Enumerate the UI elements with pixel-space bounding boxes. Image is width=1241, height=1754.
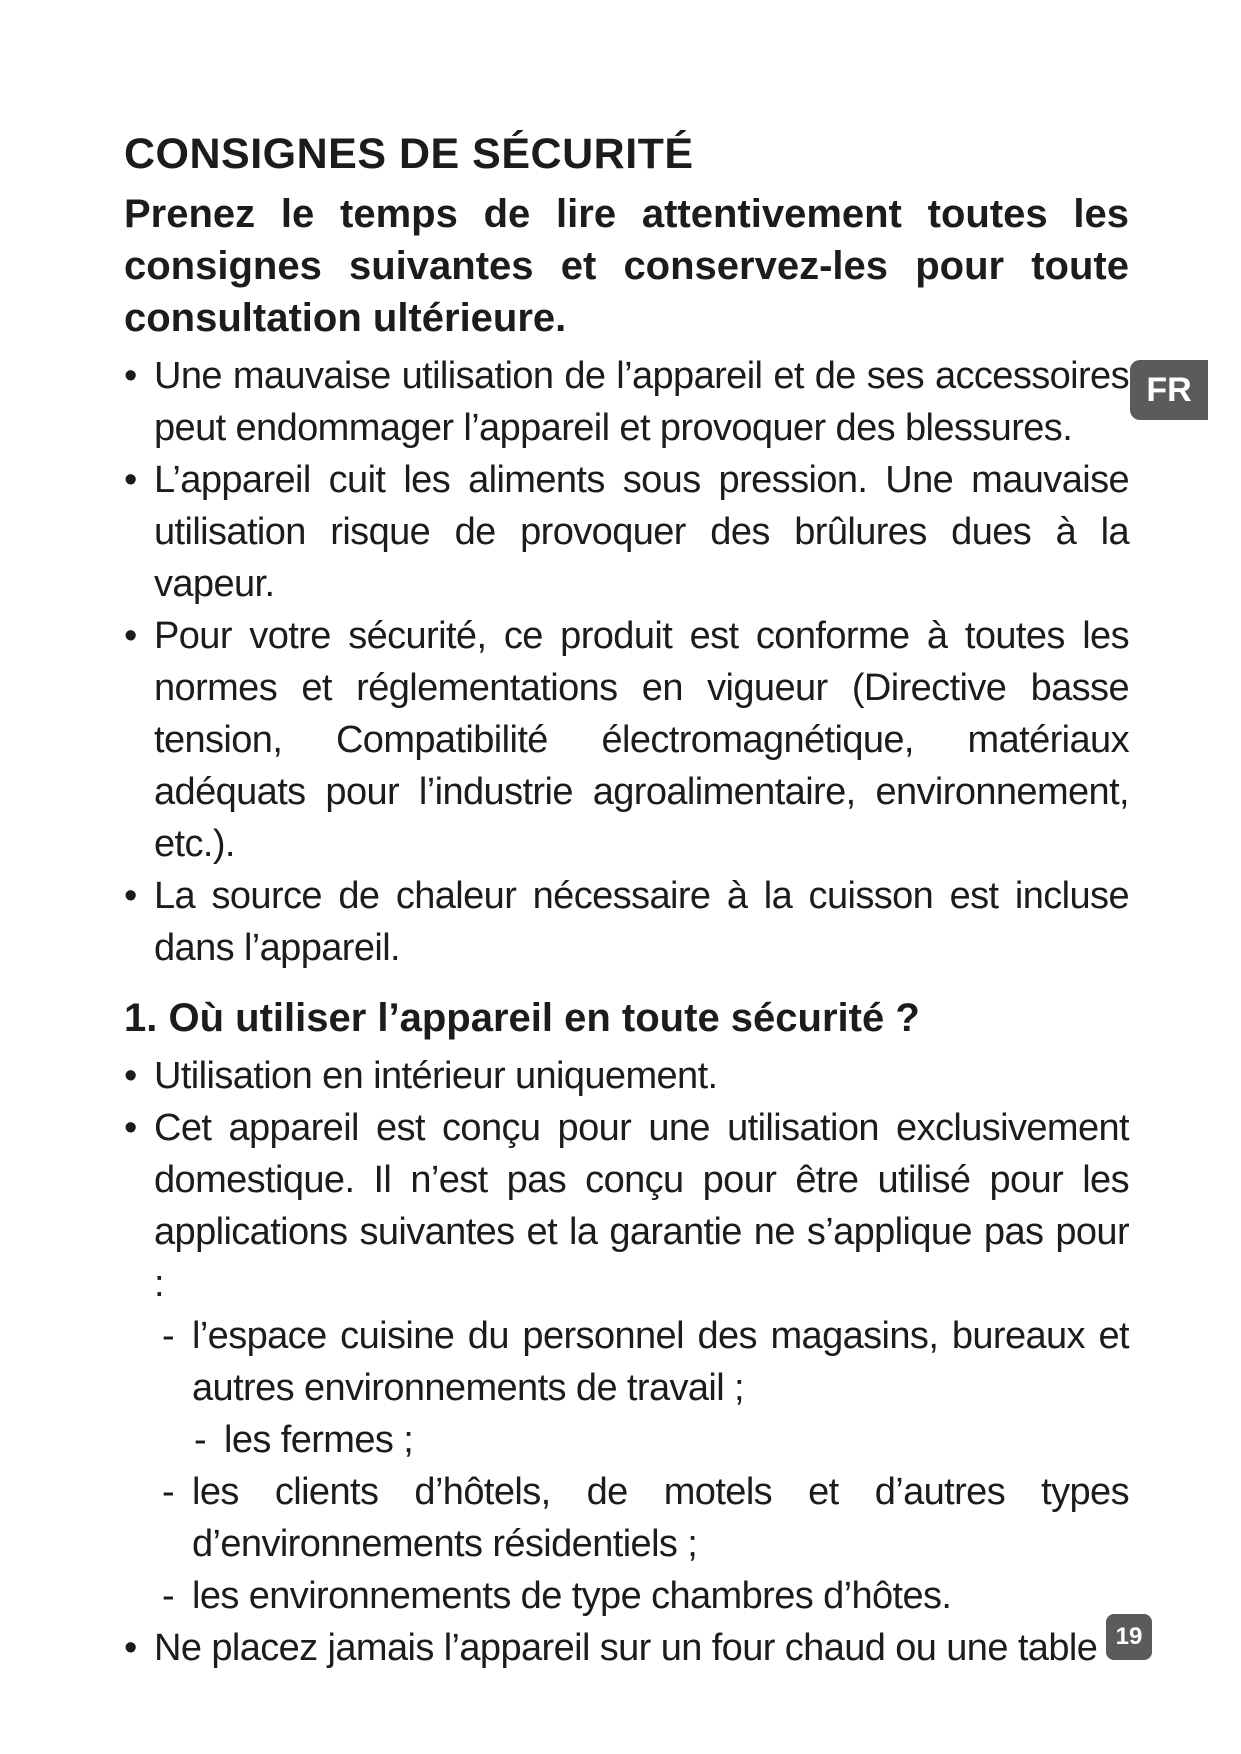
list-item: • Une mauvaise utilisation de l’appareil et de ses accessoires peut endommager l’appareil et provoquer des blessures. <box>124 350 1129 454</box>
list-item: • L’appareil cuit les aliments sous pression. Une mauvaise utilisation risque de provoquer des brûlures dues à la vapeur. <box>124 454 1129 610</box>
general-safety-list <box>124 350 1129 974</box>
language-tab: FR <box>1130 360 1208 420</box>
section-heading: 1. Où utiliser l’appareil en toute sécurité ? <box>124 996 920 1040</box>
exclusion-sublist <box>154 1310 1129 1622</box>
page-title: CONSIGNES DE SÉCURITÉ <box>124 130 694 178</box>
list-item-text: Cet appareil est conçu pour une utilisation exclusivement domestique. Il n’est pas conçu pour être utilisé pour les applications suivantes et la garantie ne s’applique pas pour : <box>154 1107 1129 1305</box>
sublist-item: - l’espace cuisine du personnel des magasins, bureaux et autres environnements de travail ; <box>154 1310 1129 1414</box>
list-item: • Pour votre sécurité, ce produit est conforme à toutes les normes et réglementations en vigueur (Directive basse tension, Compatibilité électromagnétique, matériaux adéquats pour l’industrie agroalimentaire, environnement, etc.). <box>124 610 1129 870</box>
list-item: • Ne placez jamais l’appareil sur un four chaud ou une table <box>124 1622 1129 1674</box>
list-item: • Utilisation en intérieur uniquement. <box>124 1050 1129 1102</box>
section-1-list <box>124 1050 1129 1674</box>
list-item <box>124 1102 1129 1622</box>
sublist-item: - les fermes ; <box>154 1414 1129 1466</box>
page-number-badge: 19 <box>1106 1614 1152 1660</box>
intro-paragraph: Prenez le temps de lire attentivement toutes les consignes suivantes et conservez-les pour toute consultation ultérieure. <box>124 192 1129 340</box>
sublist-item: - les environnements de type chambres d’hôtes. <box>154 1570 1129 1622</box>
sublist-item: - les clients d’hôtels, de motels et d’autres types d’environnements résidentiels ; <box>154 1466 1129 1570</box>
list-item: • La source de chaleur nécessaire à la cuisson est incluse dans l’appareil. <box>124 870 1129 974</box>
